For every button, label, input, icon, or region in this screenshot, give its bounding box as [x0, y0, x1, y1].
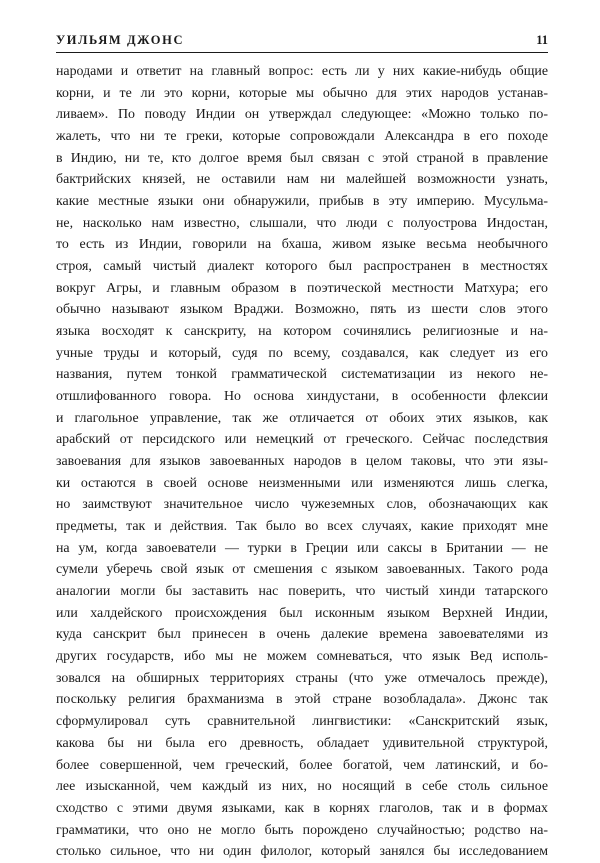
text-line: бактрийских князей, не оставили нам ни малейшей возможности узнать, — [56, 172, 548, 188]
text-line: куда санскрит был принесен в очень далекие времена завоевателями из — [56, 627, 548, 643]
running-head-author: УИЛЬЯМ ДЖОНС — [56, 33, 185, 47]
text-line: в Индию, ни те, кто долгое время был связан с этой страной в правление — [56, 150, 548, 166]
text-line: обычно называют языком Враджи. Возможно, пять из шести слов этого — [56, 302, 548, 318]
text-line: или халдейского происхождения был исконным языком Верхней Индии, — [56, 605, 548, 621]
text-line: зовался на обширных территориях страны (что уже отмечалось прежде), — [56, 670, 548, 686]
text-line: аналогии могли бы заставить нас поверить, что чистый хинди татарского — [56, 584, 548, 600]
text-line: названия, путем тонкой грамматической систематизации из некого не- — [56, 367, 548, 383]
page-number: 11 — [536, 33, 548, 47]
text-line: вокруг Агры, и главным образом в поэтической местности Матхура; его — [56, 280, 548, 296]
text-line: языка восходят к санскриту, на котором сочинялись религиозные и на- — [56, 324, 548, 340]
text-line: ки остаются в своей основе неизменными или изменяются лишь слегка, — [56, 475, 548, 491]
running-head — [56, 30, 548, 53]
text-line: то есть из Индии, говорили на бхаша, живом языке весьма необычного — [56, 237, 548, 253]
body-text — [56, 61, 548, 863]
text-line: поскольку религия брахманизма в этой стране возобладала». Джонс так — [56, 692, 548, 708]
text-line: и глагольное управление, так же отличается от обоих этих языков, как — [56, 410, 548, 426]
text-line: ливаем». По поводу Индии он утверждал следующее: «Можно только по- — [56, 107, 548, 123]
text-line: других государств, ибо мы не можем сомневаться, что язык Вед исполь- — [56, 649, 548, 665]
text-line: на ум, когда завоеватели — турки в Греции или саксы в Британии — не — [56, 540, 548, 556]
text-line: сходство с этими двумя языками, как в корнях глаголов, так и в формах — [56, 800, 548, 816]
text-line: сформулировал суть сравнительной лингвистики: «Санскритский язык, — [56, 714, 548, 730]
text-line: сумели уберечь свой язык от смешения с языком завоеванных. Такого рода — [56, 562, 548, 578]
text-line: корни, и те ли это корни, которые мы обычно для этих народов устанав- — [56, 85, 548, 101]
text-line: не, насколько нам известно, слышали, что люди с полуострова Индостан, — [56, 215, 548, 231]
text-line: учные труды и который, судя по всему, создавался, как следует из его — [56, 345, 548, 361]
text-line: народами и ответит на главный вопрос: есть ли у них какие-нибудь общие — [56, 64, 548, 79]
text-line: более совершенной, чем греческий, более богатой, чем латинский, и бо- — [56, 757, 548, 773]
text-line: какие местные языки они обнаружили, прибыв в эту империю. Мусульма- — [56, 194, 548, 210]
text-line: арабский от персидского или немецкий от греческого. Сейчас последствия — [56, 432, 548, 448]
text-line: завоевания для языков завоеванных народов в целом таковы, что эти язы- — [56, 454, 548, 470]
text-line: но заимствуют значительное число чужеземных слов, обозначающих как — [56, 497, 548, 513]
text-line: лее изысканной, чем каждый из них, но носящий в себе столь сильное — [56, 779, 548, 795]
text-line: жалеть, что ни те греки, которые сопровождали Александра в его походе — [56, 129, 548, 145]
text-line: предметы, так и действия. Так было во всех случаях, какие приходят мне — [56, 519, 548, 535]
text-line: отшлифованного говора. Но основа хиндустани, в особенности флексии — [56, 389, 548, 405]
text-line: грамматики, что оно не могло быть порождено случайностью; родство на- — [56, 822, 548, 838]
text-line: столько сильное, что ни один филолог, который занялся бы исследованием — [56, 844, 548, 860]
text-line: какова бы ни была его древность, обладает удивительной структурой, — [56, 735, 548, 751]
text-line: строя, самый чистый диалект которого был распространен в местностях — [56, 259, 548, 275]
